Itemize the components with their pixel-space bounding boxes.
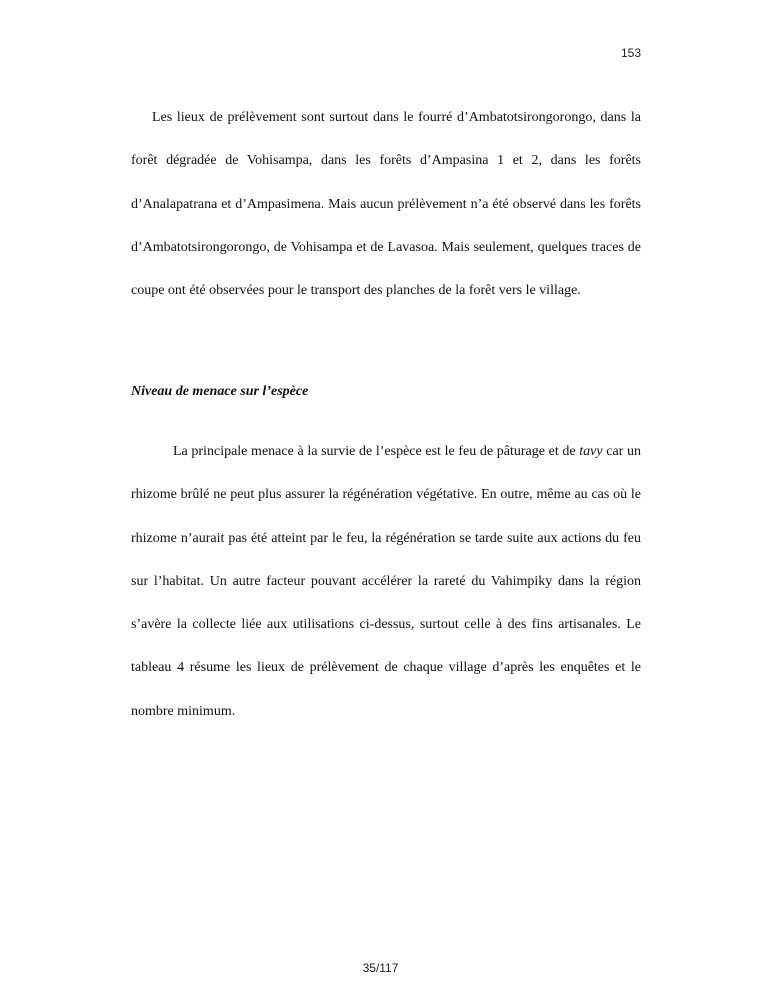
page-number: 153 [620, 46, 641, 60]
paragraph-text-end: car un rhizome brûlé ne peut plus assurer la régénération végétative. En outre, même au cas où le rhizome n’aurait pas été atteint par le feu, la régénération se tarde suite aux actions du feu sur l’habitat. Un autre facteur pouvant accélérer la rareté du Vahimpiky dans la région s’avère la collecte liée aux utilisations ci-dessus, surtout celle à des fins artisanales. Le tableau 4 résume les lieux de prélèvement de chaque village d’après les enquêtes et le nombre minimum. [131, 444, 642, 719]
italic-term-tavy: tavy [579, 444, 603, 459]
body-paragraph-threat-level [131, 430, 641, 733]
section-heading: Niveau de menace sur l’espèce [131, 384, 309, 399]
paragraph-text-start: La principale menace à la survie de l’espèce est le feu de pâturage et de [173, 444, 580, 459]
footer-page-count: 35/117 [362, 961, 399, 975]
page-footer [0, 960, 765, 976]
body-paragraph-sampling-sites: Les lieux de prélèvement sont surtout dans le fourré d’Ambatotsirongorongo, dans la forêt dégradée de Vohisampa, dans les forêts d’Ampasina 1 et 2, dans les forêts d’Analapatrana et d’Ampasimena. Mais aucun prélèvement n’a été observé dans les forêts d’Ambatotsirongorongo, de Vohisampa et de Lavasoa. Mais seulement, quelques traces de coupe ont été observées pour le transport des planches de la forêt vers le village. [131, 110, 641, 299]
